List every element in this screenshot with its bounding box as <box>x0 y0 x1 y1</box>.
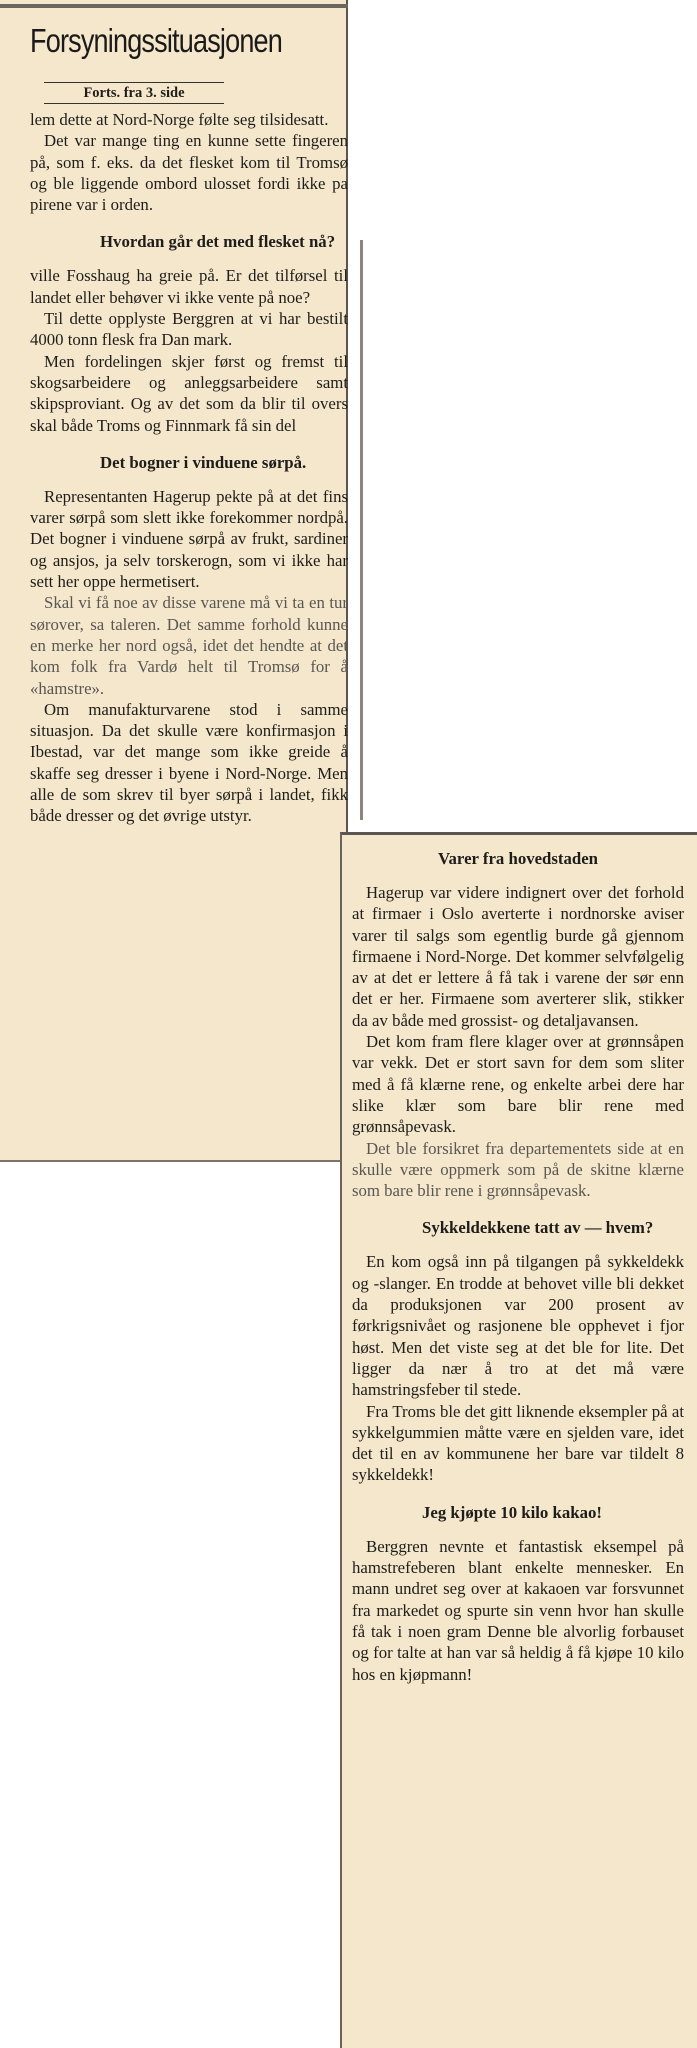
paragraph: Skal vi få noe av disse varene må vi ta en tur sørover, sa taleren. Det samme forhold kunne en merke her nord også, idet det hendte at det kom folk fra Vardø helt til Tromsø for å «hamstre». <box>30 593 348 698</box>
paragraph: Det kom fram flere klager over at grønnsåpen var vekk. Det er stort savn for dem som sliter med å få klærne rene, og enkelte arbei dere har slike klær som bare blir rene med grønnsåpevask. <box>352 1032 684 1137</box>
paragraph: Fra Troms ble det gitt liknende eksempler på at sykkelgummien måtte være en sjelden vare, idet det til en av kommunene her bare var tildelt 8 sykkeldekk! <box>352 1401 684 1485</box>
subheading: Varer fra hovedstaden <box>437 849 599 868</box>
paragraph: En kom også inn på tilgangen på sykkeldekk og -slanger. En trodde at behovet ville bli dekket da produksjonen var 200 prosent av førkrigsnivået og rasjonene ble opphevet i fjor høst. Men det viste seg at det ble for lite. Det ligger da nær å tro at det må være hamstringsfeber til stede. <box>352 1252 684 1400</box>
paragraph: Men fordelingen skjer først og fremst til skogsarbeidere og anleggsarbeidere samt skipsproviant. Og av det som da blir til overs skal både Troms og Finnmark få sin del <box>30 351 348 435</box>
headline: Forsyningssituasjonen <box>30 22 283 59</box>
subheading: Sykkeldekkene tatt av — hvem? <box>422 1218 654 1238</box>
paragraph: Representanten Hagerup pekte på at det fins varer sørpå som slett ikke forekommer nordpå. Det bogner i vinduene sørpå av frukt, sardiner og ansjos, ja selv torskerogn, som vi ikke har sett her oppe hermetisert. <box>30 486 348 592</box>
paragraph: lem dette at Nord-Norge følte seg tilsidesatt. <box>30 110 329 129</box>
right-column <box>352 848 684 1685</box>
subheading: Jeg kjøpte 10 kilo kakao! <box>422 1502 602 1522</box>
top-rule <box>0 4 348 8</box>
paragraph: Om manufakturvarene stod i samme situasjon. Da det skulle være konfirmasjon i Ibestad, var det mange som ikke greide å skaffe seg dresser i byene i Nord-Norge. Men alle de som skrev til byer sørpå i landet, fikk både dresser og det øvrige utstyr. <box>30 699 348 826</box>
left-column <box>30 109 348 827</box>
paragraph: Til dette opplyste Berggren at vi har bestilt 4000 tonn flesk fra Dan mark. <box>30 309 348 350</box>
continued-from-label: Forts. fra 3. side <box>44 82 224 104</box>
subheading: Det bogner i vinduene sørpå. <box>100 452 307 472</box>
paragraph: Det var mange ting en kunne sette fingeren på, som f. eks. da det flesket kom til Tromsø og ble liggende ombord ulosset fordi ikke pa pirene var i orden. <box>30 131 348 215</box>
subheading: Hvordan går det med flesket nå? <box>100 232 336 252</box>
paragraph: ville Fosshaug ha greie på. Er det tilførsel til landet eller behøver vi ikke vente på noe? <box>30 266 348 307</box>
paragraph: Berggren nevnte et fantastisk eksempel på hamstrefeberen blant enkelte mennesker. En mann undret seg over at kakaoen var forsvunnet fra markedet og spurte sin venn hvor han skulle få tak i noen gram Denne ble alvorlig forbauset og for talte at han var så heldig å få kjøpe 10 kilo hos en kjøpmann! <box>352 1536 684 1684</box>
paragraph: Hagerup var videre indignert over det forhold at firmaer i Oslo averterte i nordnorske aviser varer til salgs som egentlig burde gå gjennom firmaene i Nord-Norge. Det kommer selvfølgelig av at det er lettere å få tak i varene der sør enn det er her. Firmaene som averterer slik, stikker da av både med grossist- og detaljavansen. <box>352 883 684 1030</box>
paragraph: Det ble forsikret fra departementets side at en skulle være oppmerk som på de skitne klærne som bare blir rene i grønnsåpevask. <box>352 1138 684 1201</box>
column-rule <box>360 240 363 820</box>
